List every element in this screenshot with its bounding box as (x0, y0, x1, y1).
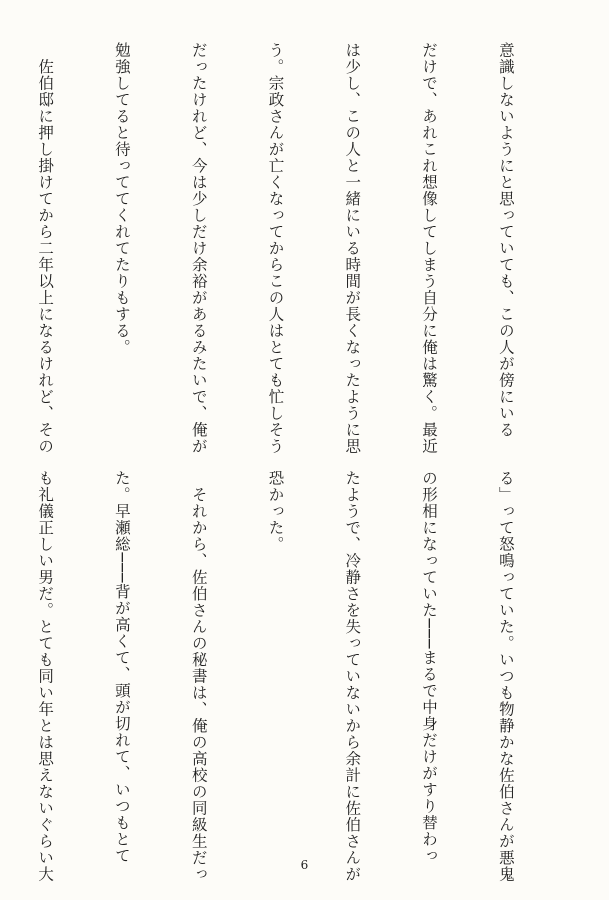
text-line: の形相になっていた───まるで中身だけがすり替わっ (420, 470, 439, 864)
text-line: る」って怒鳴っていた。いつも物静かな佐伯さんが悪鬼 (496, 470, 515, 883)
text-line: 佐伯邸に押し掛けてから二年以上になるけれど、その (36, 42, 55, 455)
text-line: た。早瀬総───背が高くて、頭が切れて、いつもとて (112, 470, 131, 864)
text-line: だったけれど、今は少しだけ余裕があるみたいで、俺が (189, 42, 208, 455)
page-number: 6 (300, 858, 309, 872)
text-line: も礼儀正しい男だ。とても同い年とは思えないぐらい大 (36, 470, 55, 883)
text-line: 意識しないようにと思っていても、この人が傍にいる (496, 42, 515, 438)
text-line: それから、佐伯さんの秘書は、俺の高校の同級生だっ (189, 470, 208, 883)
text-line: だけで、あれこれ想像してしまう自分に俺は驚く。最近 (420, 42, 439, 455)
bottom-text-block (0, 470, 569, 883)
text-line: 恐かった。 (266, 470, 285, 553)
text-line: う。宗政さんが亡くなってからこの人はとても忙しそう (266, 42, 285, 455)
top-text-block (0, 42, 569, 455)
text-line: 勉強してると待っててくれてたりもする。 (112, 42, 131, 356)
text-line: たようで、冷静さを失っていないから余計に佐伯さんが (343, 470, 362, 883)
text-line: は少し、この人と一緒にいる時間が長くなったように思 (343, 42, 362, 455)
